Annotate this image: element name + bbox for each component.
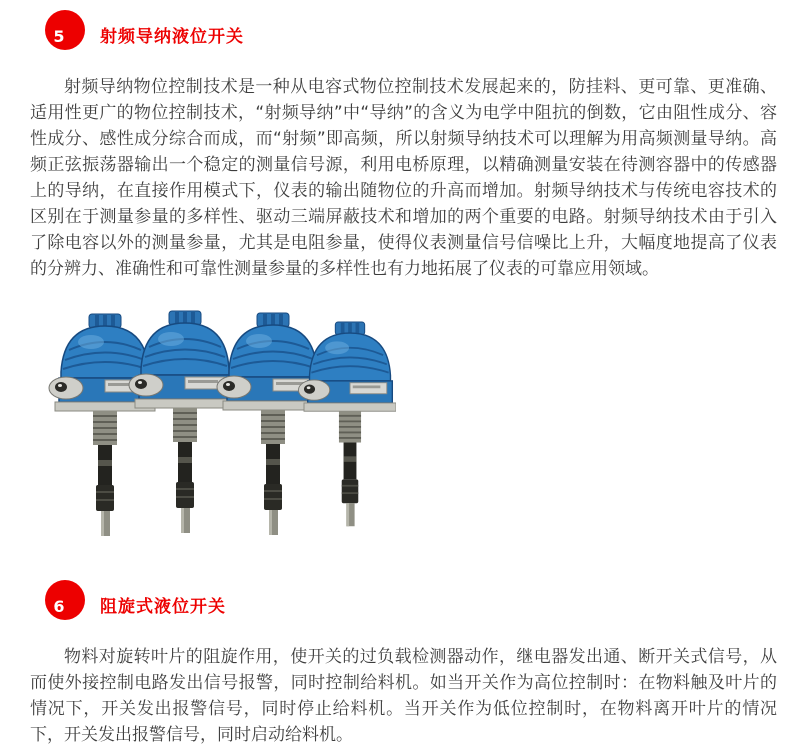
product-photo — [28, 308, 396, 540]
level-switch-illustration — [28, 308, 396, 540]
section-5-heading: 射频导纳液位开关 — [100, 27, 244, 47]
section-6-heading: 阻旋式液位开关 — [100, 597, 226, 617]
section-6-number-badge — [45, 580, 85, 620]
section-5-paragraph: 射频导纳物位控制技术是一种从电容式物位控制技术发展起来的，防挂料、更可靠、更准确、适用性更广的物位控制技术，“射频导纳”中“导纳”的含义为电学中阻抗的倒数，它由阻性成分、容性成分、感性成分综合而成，而“射频”即高频，所以射频导纳技术可以理解为用高频测量导纳。高频正弦振荡器输出一个稳定的测量信号源，利用电桥原理，以精确测量安装在待测容器中的传感器上的导纳，在直接作用模式下，仪表的输出随物位的升高而增加。射频导纳技术与传统电容技术的区别在于测量参量的多样性、驱动三端屏蔽技术和增加的两个重要的电路。射频导纳技术由于引入了除电容以外的测量参量，尤其是电阻参量，使得仪表测量信号信噪比上升，大幅度地提高了仪表的分辨力、准确性和可靠性测量参量的多样性也有力地拓展了仪表的可靠应用领域。 — [30, 77, 777, 279]
section-5-number-badge — [45, 10, 85, 50]
section-6-number: 6 — [53, 597, 65, 616]
section-6-paragraph: 物料对旋转叶片的阻旋作用，使开关的过负载检测器动作，继电器发出通、断开关式信号，从而使外接控制电路发出信号报警，同时控制给料机。如当开关作为高位控制时：在物料触及叶片的情况下，开关发出报警信号，同时停止给料机。当开关作为低位控制时，在物料离开叶片的情况下，开关发出报警信号，同时启动给料机。 — [30, 647, 777, 745]
section-5-number: 5 — [53, 27, 65, 46]
